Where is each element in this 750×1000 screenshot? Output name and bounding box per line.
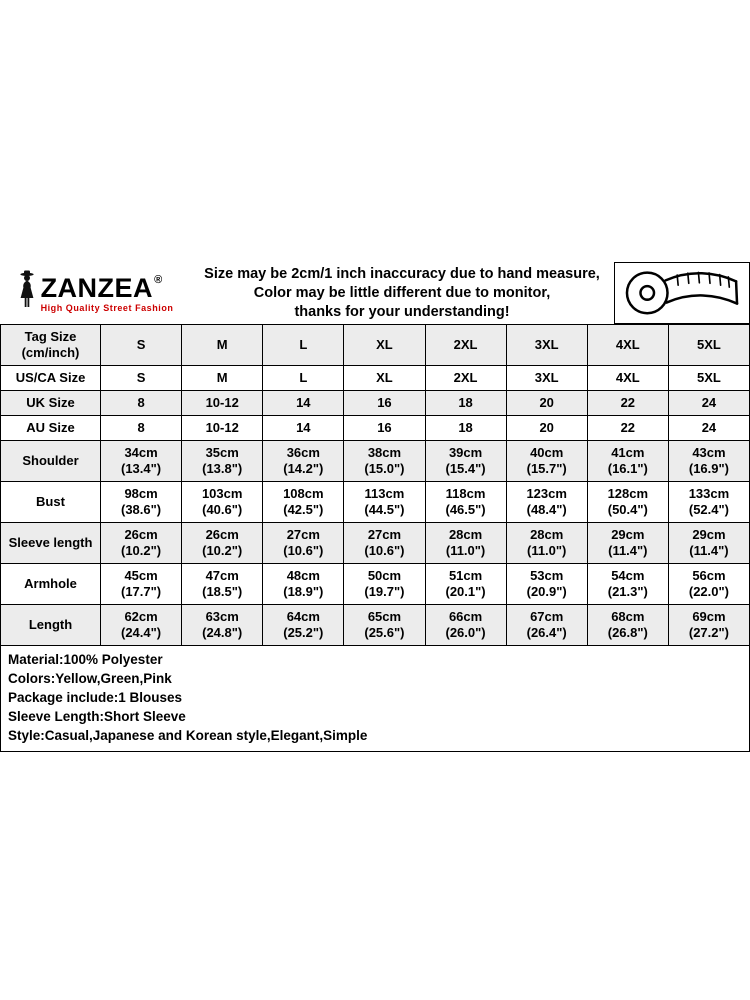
size-cell: 43cm (16.9") bbox=[668, 441, 749, 482]
size-cell: 108cm (42.5") bbox=[263, 482, 344, 523]
size-row bbox=[1, 416, 750, 441]
size-cell: S bbox=[101, 366, 182, 391]
size-cell: 48cm (18.9") bbox=[263, 564, 344, 605]
size-cell: 3XL bbox=[506, 325, 587, 366]
size-cell: 20 bbox=[506, 416, 587, 441]
notice-line-1: Size may be 2cm/1 inch inaccuracy due to hand measure, bbox=[204, 265, 600, 282]
size-cell: 56cm (22.0") bbox=[668, 564, 749, 605]
row-label-cell: Tag Size (cm/inch) bbox=[1, 325, 101, 366]
size-cell: 50cm (19.7") bbox=[344, 564, 425, 605]
size-row bbox=[1, 441, 750, 482]
brand-text-block bbox=[41, 274, 174, 313]
size-cell: 62cm (24.4") bbox=[101, 605, 182, 646]
size-cell: 53cm (20.9") bbox=[506, 564, 587, 605]
size-cell: 14 bbox=[263, 391, 344, 416]
size-cell: 41cm (16.1") bbox=[587, 441, 668, 482]
detail-line: Colors:Yellow,Green,Pink bbox=[8, 671, 172, 686]
registered-mark: ® bbox=[154, 273, 163, 286]
size-cell: 26cm (10.2") bbox=[182, 523, 263, 564]
detail-line: Material:100% Polyester bbox=[8, 652, 163, 667]
size-cell: 24 bbox=[668, 416, 749, 441]
detail-line: Sleeve Length:Short Sleeve bbox=[8, 709, 186, 724]
size-cell: S bbox=[101, 325, 182, 366]
size-cell: 10-12 bbox=[182, 416, 263, 441]
brand-line bbox=[41, 274, 163, 302]
size-cell: 8 bbox=[101, 391, 182, 416]
size-cell: 18 bbox=[425, 391, 506, 416]
size-cell: L bbox=[263, 325, 344, 366]
size-cell: 36cm (14.2") bbox=[263, 441, 344, 482]
size-cell: 28cm (11.0") bbox=[425, 523, 506, 564]
detail-line: Style:Casual,Japanese and Korean style,Elegant,Simple bbox=[8, 728, 368, 743]
brand-logo bbox=[0, 262, 190, 324]
size-cell: 98cm (38.6") bbox=[101, 482, 182, 523]
size-table-body bbox=[1, 325, 750, 646]
row-label-cell: US/CA Size bbox=[1, 366, 101, 391]
size-cell: 20 bbox=[506, 391, 587, 416]
row-label-cell: Shoulder bbox=[1, 441, 101, 482]
size-cell: 66cm (26.0") bbox=[425, 605, 506, 646]
size-row bbox=[1, 564, 750, 605]
size-cell: 4XL bbox=[587, 325, 668, 366]
size-cell: 4XL bbox=[587, 366, 668, 391]
size-cell: 2XL bbox=[425, 366, 506, 391]
size-cell: 10-12 bbox=[182, 391, 263, 416]
size-cell: 133cm (52.4") bbox=[668, 482, 749, 523]
brand-tagline: High Quality Street Fashion bbox=[40, 302, 174, 313]
size-row bbox=[1, 325, 750, 366]
size-cell: 18 bbox=[425, 416, 506, 441]
size-cell: 65cm (25.6") bbox=[344, 605, 425, 646]
row-label-cell: Bust bbox=[1, 482, 101, 523]
size-row bbox=[1, 391, 750, 416]
notice-line-2: Color may be little different due to monitor, bbox=[253, 284, 551, 301]
product-details bbox=[0, 645, 750, 752]
size-cell: 67cm (26.4") bbox=[506, 605, 587, 646]
size-row bbox=[1, 366, 750, 391]
size-cell: 64cm (25.2") bbox=[263, 605, 344, 646]
size-cell: 40cm (15.7") bbox=[506, 441, 587, 482]
size-cell: 29cm (11.4") bbox=[587, 523, 668, 564]
size-cell: 27cm (10.6") bbox=[344, 523, 425, 564]
detail-line: Package include:1 Blouses bbox=[8, 690, 183, 705]
size-cell: 28cm (11.0") bbox=[506, 523, 587, 564]
fashion-lady-icon bbox=[17, 270, 37, 315]
size-cell: 3XL bbox=[506, 366, 587, 391]
size-cell: 2XL bbox=[425, 325, 506, 366]
size-cell: M bbox=[182, 325, 263, 366]
size-cell: XL bbox=[344, 366, 425, 391]
size-cell: 16 bbox=[344, 391, 425, 416]
size-cell: 5XL bbox=[668, 325, 749, 366]
notice-line-3: thanks for your understanding! bbox=[294, 303, 510, 320]
size-row bbox=[1, 482, 750, 523]
row-label-cell: UK Size bbox=[1, 391, 101, 416]
row-label-cell: AU Size bbox=[1, 416, 101, 441]
row-label-cell: Armhole bbox=[1, 564, 101, 605]
size-cell: 51cm (20.1") bbox=[425, 564, 506, 605]
tape-measure-icon bbox=[620, 263, 744, 324]
size-cell: 69cm (27.2") bbox=[668, 605, 749, 646]
size-cell: XL bbox=[344, 325, 425, 366]
size-cell: 38cm (15.0") bbox=[344, 441, 425, 482]
size-cell: 5XL bbox=[668, 366, 749, 391]
size-cell: 16 bbox=[344, 416, 425, 441]
size-cell: 22 bbox=[587, 416, 668, 441]
size-cell: 63cm (24.8") bbox=[182, 605, 263, 646]
size-row bbox=[1, 605, 750, 646]
size-cell: 45cm (17.7") bbox=[101, 564, 182, 605]
size-cell: 14 bbox=[263, 416, 344, 441]
size-row bbox=[1, 523, 750, 564]
row-label-cell: Sleeve length bbox=[1, 523, 101, 564]
tape-measure-box bbox=[614, 262, 750, 324]
size-chart-content bbox=[0, 262, 750, 752]
size-cell: 27cm (10.6") bbox=[263, 523, 344, 564]
size-cell: 8 bbox=[101, 416, 182, 441]
size-cell: 128cm (50.4") bbox=[587, 482, 668, 523]
row-label-cell: Length bbox=[1, 605, 101, 646]
size-cell: 39cm (15.4") bbox=[425, 441, 506, 482]
size-cell: 35cm (13.8") bbox=[182, 441, 263, 482]
header-band bbox=[0, 262, 750, 324]
size-cell: 113cm (44.5") bbox=[344, 482, 425, 523]
size-cell: L bbox=[263, 366, 344, 391]
size-cell: 47cm (18.5") bbox=[182, 564, 263, 605]
size-cell: 54cm (21.3") bbox=[587, 564, 668, 605]
size-cell: 29cm (11.4") bbox=[668, 523, 749, 564]
size-cell: 103cm (40.6") bbox=[182, 482, 263, 523]
size-cell: 68cm (26.8") bbox=[587, 605, 668, 646]
size-cell: 24 bbox=[668, 391, 749, 416]
size-cell: 123cm (48.4") bbox=[506, 482, 587, 523]
size-cell: 26cm (10.2") bbox=[101, 523, 182, 564]
size-cell: 118cm (46.5") bbox=[425, 482, 506, 523]
brand-name: ZANZEA bbox=[40, 272, 154, 303]
measure-notice bbox=[190, 262, 614, 324]
size-cell: 34cm (13.4") bbox=[101, 441, 182, 482]
size-table bbox=[0, 324, 750, 646]
size-cell: 22 bbox=[587, 391, 668, 416]
size-cell: M bbox=[182, 366, 263, 391]
